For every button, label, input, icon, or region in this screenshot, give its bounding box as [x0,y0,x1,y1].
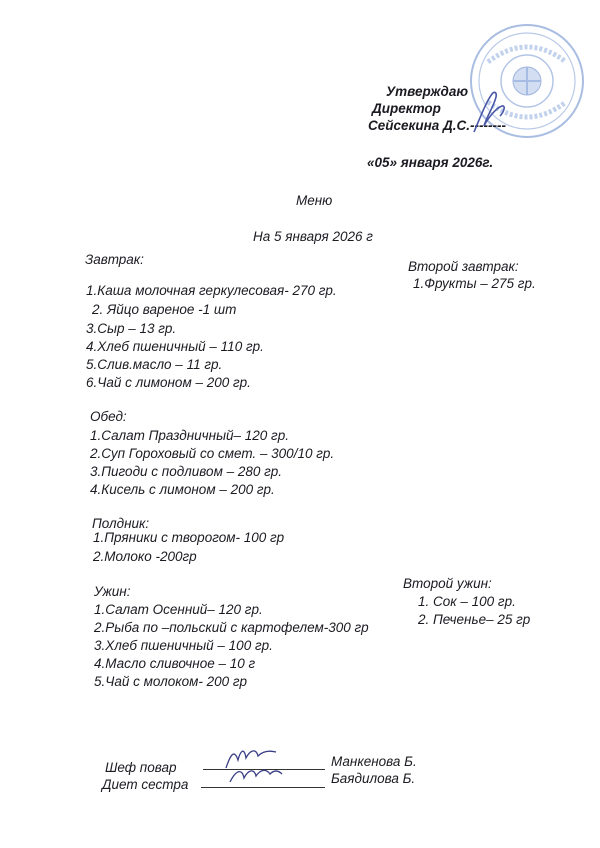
list-item: 3.Пигоди с подливом – 280 гр. [90,464,283,479]
chef-name: Манкенова Б. [331,754,417,769]
list-item: 1.Пряники с творогом- 100 гр [93,530,285,545]
list-item: 2.Молоко -200гр [93,549,197,564]
page-subtitle: На 5 января 2026 г [253,229,373,244]
list-item: 4.Хлеб пшеничный – 110 гр. [86,339,264,354]
lunch-heading: Обед: [90,409,127,424]
dietitian-role: Диет сестра [102,777,189,792]
director-signature-icon [470,88,516,136]
dietitian-name: Баядилова Б. [331,771,416,786]
dietitian-signature-icon [226,762,286,788]
page-title: Меню [296,193,333,208]
breakfast-heading: Завтрак: [85,252,144,267]
snack-heading: Полдник: [92,516,150,531]
second-dinner-heading: Второй ужин: [403,576,492,591]
chef-role: Шеф повар [105,760,177,775]
list-item: 3.Сыр – 13 гр. [86,321,177,336]
list-item: 2.Рыба по –польский с картофелем-300 гр [94,620,369,635]
list-item: 5.Слив.масло – 11 гр. [86,357,223,372]
approval-line1: Утверждаю [386,84,469,99]
approval-line3: Сейсекина Д.С.-------- [368,118,506,133]
list-item: 2. Печенье– 25 гр [418,612,531,627]
approval-date: «05» января 2026г. [367,155,494,170]
list-item: 4.Кисель с лимоном – 200 гр. [90,482,275,497]
second-breakfast-heading: Второй завтрак: [408,259,519,274]
list-item: 3.Хлеб пшеничный – 100 гр. [94,638,273,653]
dinner-heading: Ужин: [94,584,131,599]
list-item: 1.Салат Осенний– 120 гр. [94,602,263,617]
list-item: 4.Масло сливочное – 10 г [94,656,256,671]
list-item: 1.Салат Праздничный– 120 гр. [90,428,289,443]
list-item: 2.Суп Гороховый со смет. – 300/10 гр. [90,446,335,461]
list-item: 1. Сок – 100 гр. [418,594,516,609]
list-item: 1.Каша молочная геркулесовая- 270 гр. [86,283,337,298]
list-item: 6.Чай с лимоном – 200 гр. [86,375,251,390]
approval-line2: Директор [372,101,441,116]
list-item: 5.Чай с молоком- 200 гр [94,674,248,689]
list-item: 1.Фрукты – 275 гр. [413,276,536,291]
list-item: 2. Яйцо вареное -1 шт [92,302,237,317]
